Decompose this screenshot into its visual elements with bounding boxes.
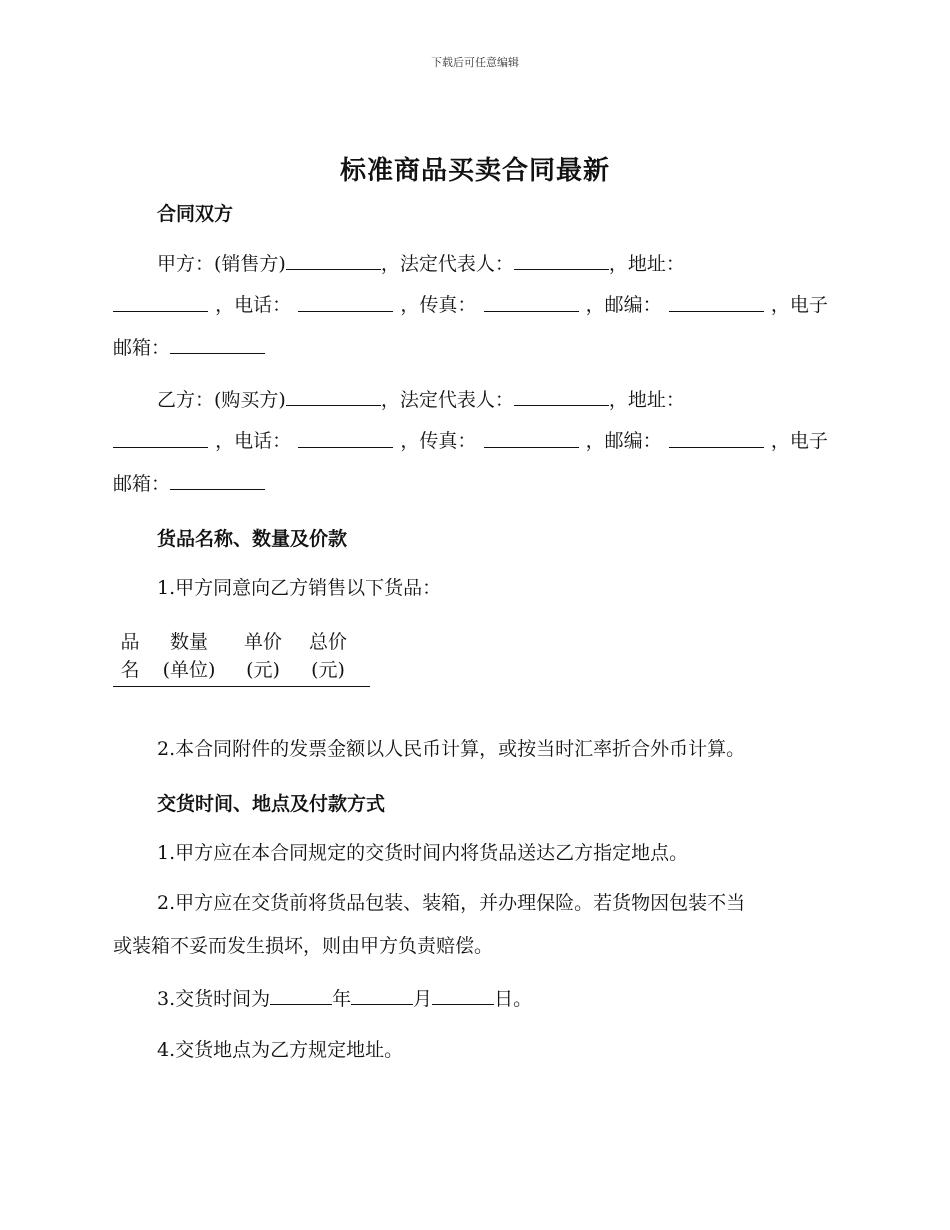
party-a-fax-blank[interactable]	[484, 293, 579, 312]
party-a-rep-label: ，法定代表人：	[380, 253, 514, 275]
party-a-line3	[113, 335, 265, 360]
party-b-zip-label: ，邮编：	[585, 430, 662, 452]
party-b-line2	[113, 429, 828, 453]
goods-table-col-name-line2: 名	[120, 659, 140, 681]
goods-table-rule	[113, 686, 370, 687]
goods-item-1: 1.甲方同意向乙方销售以下货品：	[157, 577, 442, 599]
goods-table-col-qty-line2: (单位)	[162, 659, 216, 681]
party-b-name-blank[interactable]	[286, 387, 381, 406]
delivery-item-2-line2: 或装箱不妥而发生损坏，则由甲方负责赔偿。	[113, 935, 494, 957]
party-b-addr-blank[interactable]	[113, 429, 208, 448]
goods-table-col-unit-price-line2: (元)	[246, 659, 280, 681]
goods-table-col-total	[306, 628, 350, 684]
section-heading-delivery: 交货时间、地点及付款方式	[157, 793, 386, 815]
party-a-zip-blank[interactable]	[669, 293, 764, 312]
party-a-name-blank[interactable]	[286, 251, 381, 270]
goods-table-col-qty	[159, 628, 219, 684]
goods-table-col-unit-price-line1: 单价	[243, 631, 282, 653]
delivery-item-1: 1.甲方应在本合同规定的交货时间内将货品送达乙方指定地点。	[157, 842, 689, 864]
party-b-line1	[157, 387, 685, 412]
delivery-day-blank[interactable]	[432, 986, 494, 1005]
goods-table-col-name-line1: 品	[120, 631, 140, 653]
party-b-rep-blank[interactable]	[514, 387, 609, 406]
goods-table-col-total-line2: (元)	[311, 659, 345, 681]
delivery-month-label: 月	[413, 988, 433, 1010]
party-a-fax-label: ，传真：	[400, 294, 477, 316]
section-heading-parties: 合同双方	[157, 203, 234, 225]
party-a-rep-blank[interactable]	[514, 251, 609, 270]
party-b-addr-label: ，地址：	[608, 389, 685, 411]
delivery-item-4: 4.交货地点为乙方规定地址。	[157, 1039, 404, 1061]
delivery-year-blank[interactable]	[270, 986, 332, 1005]
party-a-addr-blank[interactable]	[113, 293, 208, 312]
goods-table-col-qty-line1: 数量	[169, 631, 208, 653]
party-b-email-label-end: 邮箱：	[113, 473, 171, 495]
party-b-email-blank[interactable]	[170, 471, 265, 490]
goods-table-col-name	[119, 628, 141, 684]
delivery-day-label: 日。	[494, 988, 533, 1010]
party-b-phone-label: ，电话：	[215, 430, 292, 452]
party-b-fax-blank[interactable]	[484, 429, 579, 448]
party-b-fax-label: ，传真：	[400, 430, 477, 452]
party-b-prefix: 乙方：(购买方)	[157, 389, 286, 411]
party-a-prefix: 甲方：(销售方)	[157, 253, 286, 275]
party-b-rep-label: ，法定代表人：	[380, 389, 514, 411]
party-a-email-label-start: ，电子	[770, 294, 828, 316]
section-heading-goods: 货品名称、数量及价款	[157, 528, 348, 550]
header-note: 下载后可任意编辑	[431, 56, 519, 69]
document-title: 标准商品买卖合同最新	[339, 156, 610, 186]
party-a-line2	[113, 293, 828, 317]
party-b-email-label-start: ，电子	[770, 430, 828, 452]
goods-table-col-total-line1: 总价	[308, 631, 347, 653]
delivery-item-2-line1: 2.甲方应在交货前将货品包装、装箱，并办理保险。若货物因包装不当	[157, 892, 746, 914]
party-a-phone-blank[interactable]	[298, 293, 393, 312]
party-a-line1	[157, 251, 685, 276]
delivery-item-3	[157, 986, 532, 1011]
party-a-phone-label: ，电话：	[215, 294, 292, 316]
party-b-line3	[113, 471, 265, 496]
delivery-year-label: 年	[332, 988, 352, 1010]
party-a-email-label-end: 邮箱：	[113, 337, 171, 359]
party-a-addr-label: ，地址：	[608, 253, 685, 275]
goods-table-col-unit-price	[238, 628, 288, 684]
delivery-month-blank[interactable]	[351, 986, 413, 1005]
delivery-time-prefix: 3.交货时间为	[157, 988, 271, 1010]
party-b-phone-blank[interactable]	[298, 429, 393, 448]
party-b-zip-blank[interactable]	[669, 429, 764, 448]
party-a-email-blank[interactable]	[170, 335, 265, 354]
goods-item-2: 2.本合同附件的发票金额以人民币计算，或按当时汇率折合外币计算。	[157, 738, 746, 760]
party-a-zip-label: ，邮编：	[585, 294, 662, 316]
